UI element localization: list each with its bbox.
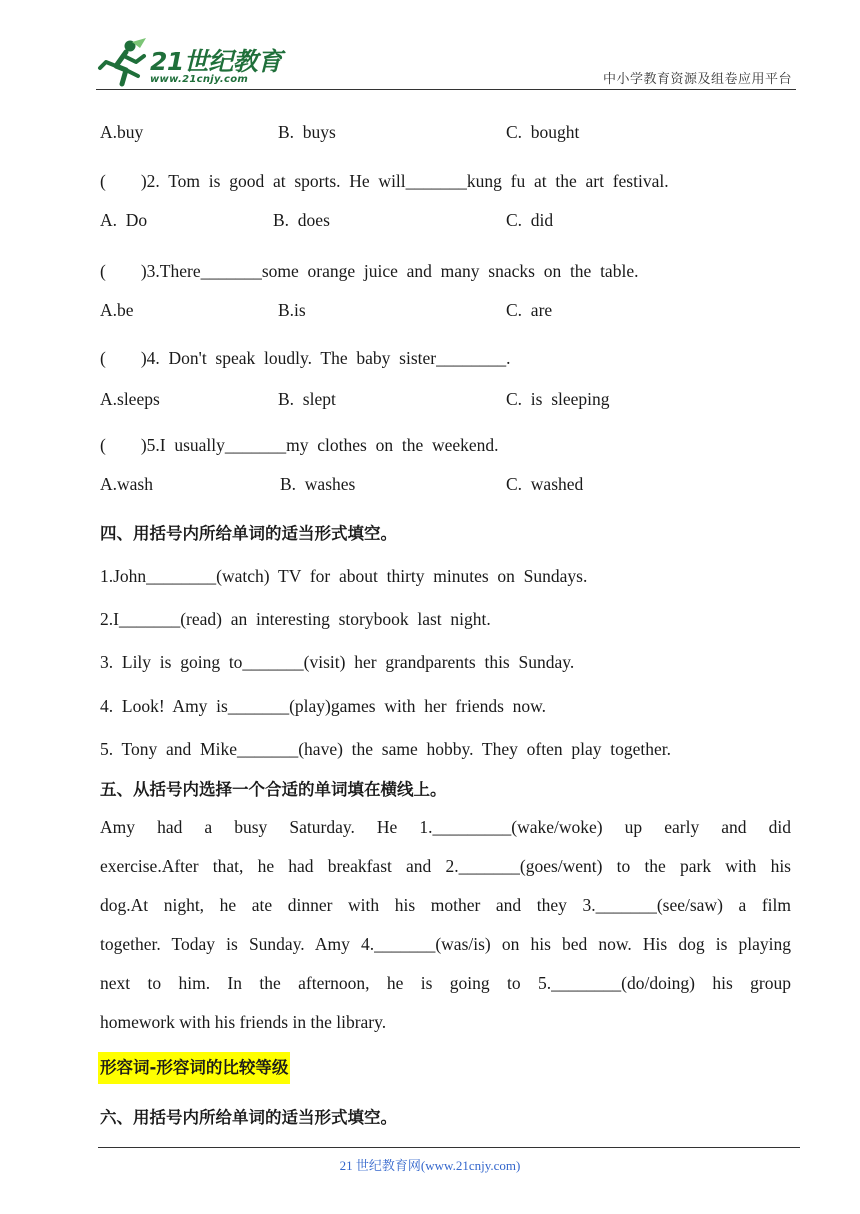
section-4-item-2: 2.I_______(read) an interesting storybook last night. xyxy=(100,609,491,629)
footer-divider xyxy=(98,1147,800,1148)
section-4-item-5: 5. Tony and Mike_______(have) the same hobby. They often play together. xyxy=(100,739,671,759)
passage-line-6: homework with his friends in the library. xyxy=(100,1012,387,1032)
platform-tagline: 中小学教育资源及组卷应用平台 xyxy=(602,72,792,87)
logo-url: www.21cnjy.com xyxy=(150,74,249,85)
q4-option-b: B. slept xyxy=(278,389,336,409)
question-5: ( )5.I usually_______my clothes on the weekend. xyxy=(100,435,499,455)
q3-option-c: C. are xyxy=(506,300,553,320)
q3-option-b: B.is xyxy=(278,300,306,320)
passage-line-5: next to him. In the afternoon, he is going to 5.________(do/doing) his group xyxy=(100,973,791,993)
q4-option-a: A.sleeps xyxy=(100,389,160,409)
q5-option-c: C. washed xyxy=(506,474,584,494)
runner-logo-icon xyxy=(96,36,150,92)
footer-text: 21 世纪教育网(www.21cnjy.com) xyxy=(339,1158,521,1173)
section-4-item-4: 4. Look! Amy is_______(play)games with her friends now. xyxy=(100,696,547,716)
q2-option-c: C. did xyxy=(506,210,554,230)
passage-line-3: dog.At night, he ate dinner with his mother and they 3._______(see/saw) a film xyxy=(100,895,791,915)
passage-line-1: Amy had a busy Saturday. He 1._________(wake/woke) up early and did xyxy=(100,817,791,837)
q3-option-a: A.be xyxy=(100,300,134,320)
topic-highlight: 形容词-形容词的比较等级 xyxy=(98,1052,290,1084)
q5-option-a: A.wash xyxy=(100,474,153,494)
section-5-heading: 五、从括号内选择一个合适的单词填在横线上。 xyxy=(100,780,447,799)
question-3: ( )3.There_______some orange juice and many snacks on the table. xyxy=(100,261,639,281)
q1-option-b: B. buys xyxy=(278,122,336,142)
question-2: ( )2. Tom is good at sports. He will_______kung fu at the art festival. xyxy=(100,171,669,191)
section-4-item-1: 1.John________(watch) TV for about thirty minutes on Sundays. xyxy=(100,566,588,586)
page-header xyxy=(96,36,796,92)
q2-option-b: B. does xyxy=(273,210,330,230)
q2-option-a: A. Do xyxy=(100,210,148,230)
section-4-heading: 四、用括号内所给单词的适当形式填空。 xyxy=(100,524,397,543)
section-6-heading: 六、用括号内所给单词的适当形式填空。 xyxy=(100,1108,397,1127)
q1-option-c: C. bought xyxy=(506,122,580,142)
passage-line-2: exercise.After that, he had breakfast and 2._______(goes/went) to the park with his xyxy=(100,856,791,876)
q5-option-b: B. washes xyxy=(280,474,356,494)
question-4: ( )4. Don't speak loudly. The baby sister________. xyxy=(100,348,511,368)
passage-line-4: together. Today is Sunday. Amy 4._______(was/is) on his bed now. His dog is playing xyxy=(100,934,791,954)
brand-logo xyxy=(96,36,296,92)
q4-option-c: C. is sleeping xyxy=(506,389,610,409)
section-4-item-3: 3. Lily is going to_______(visit) her grandparents this Sunday. xyxy=(100,652,575,672)
q1-option-a: A.buy xyxy=(100,122,144,142)
header-divider xyxy=(96,89,796,90)
logo-text: 21世纪教育 xyxy=(150,47,282,76)
